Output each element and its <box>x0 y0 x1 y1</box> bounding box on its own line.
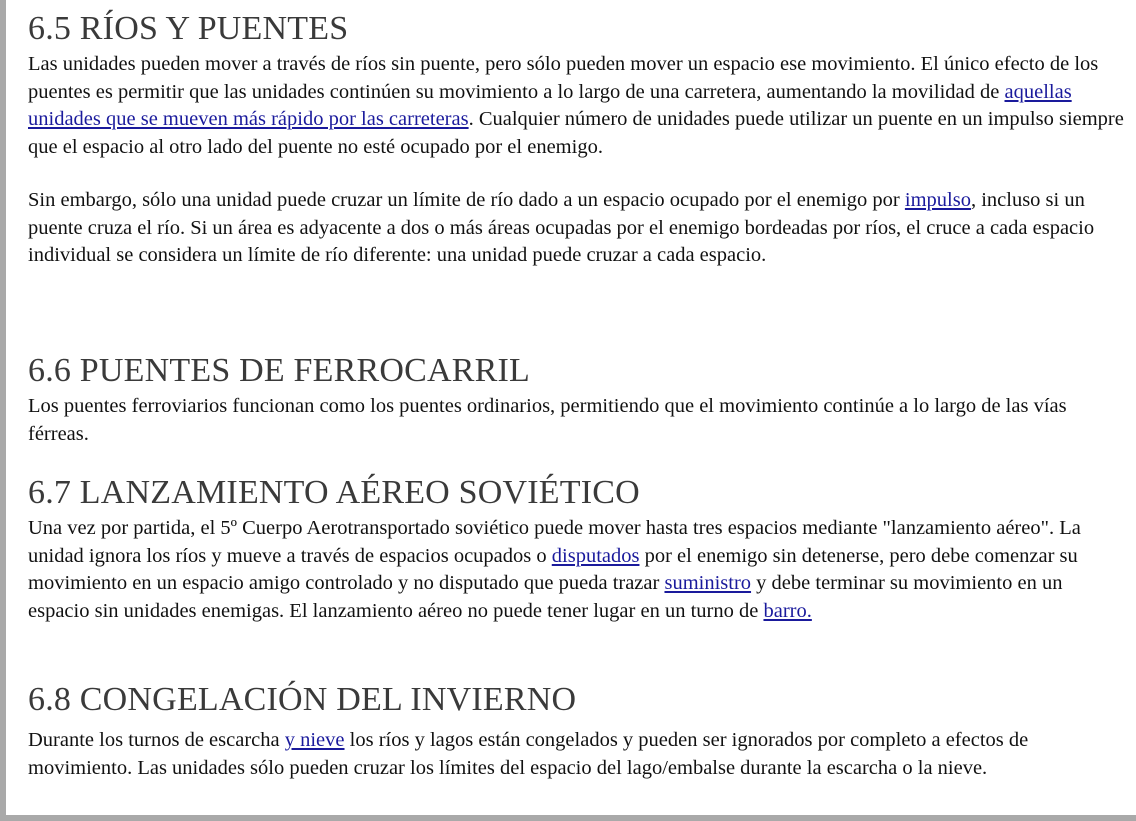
paragraph-text: por el enemigo sin detenerse, pero debe comenzar su movimiento en un espacio amigo controlado y no disputado que pueda trazar <box>28 544 1078 594</box>
paragraph-text: Las unidades pueden mover a través de ríos sin puente, pero sólo pueden mover un espacio ese movimiento. El único efecto de los puentes es permitir que las unidades continúen su movimiento a lo largo de una carretera, aumentando la movilidad de <box>28 53 1099 103</box>
section-rios-y-puentes <box>28 10 1128 270</box>
paragraph: Los puentes ferroviarios funcionan como los puentes ordinarios, permitiendo que el movimiento continúe a lo largo de las vías férreas. <box>28 395 1067 445</box>
paragraph-text: Durante los turnos de escarcha <box>28 729 285 751</box>
section-heading: 6.7 LANZAMIENTO AÉREO SOVIÉTICO <box>28 474 640 511</box>
section-heading: 6.5 RÍOS Y PUENTES <box>28 10 349 47</box>
section-heading: 6.8 CONGELACIÓN DEL INVIERNO <box>28 681 577 718</box>
section-lanzamiento-aereo <box>28 474 1128 625</box>
paragraph <box>28 727 1128 782</box>
document-page <box>6 0 1136 815</box>
link-disputados[interactable]: disputados <box>551 544 640 567</box>
paragraph <box>28 51 1128 161</box>
link-unidades-rapidas[interactable]: aquellas unidades que se mueven más rápido por las carreteras <box>28 80 1072 130</box>
paragraph <box>28 515 1128 625</box>
section-heading: 6.6 PUENTES DE FERROCARRIL <box>28 352 531 389</box>
paragraph-text: y debe terminar su movimiento en un espacio sin unidades enemigas. El lanzamiento aéreo no puede tener lugar en un turno de <box>28 572 1063 622</box>
link-barro[interactable]: barro. <box>763 599 812 622</box>
link-impulso[interactable]: impulso <box>904 189 971 211</box>
paragraph-text: Sin embargo, sólo una unidad puede cruzar un límite de río dado a un espacio ocupado por el enemigo por <box>28 189 905 211</box>
section-puentes-ferrocarril <box>28 352 1128 448</box>
link-suministro[interactable]: suministro <box>664 572 752 594</box>
paragraph-text: . Cualquier número de unidades puede utilizar un puente en un impulso siempre que el espacio al otro lado del puente no esté ocupado por el enemigo. <box>28 108 1124 158</box>
paragraph-text: , incluso si un puente cruza el río. Si un área es adyacente a dos o más áreas ocupadas por el enemigo bordeadas por ríos, el cruce a cada espacio individual se considera un límite de río diferente: una unidad puede cruzar a cada espacio. <box>28 189 1095 266</box>
link-y-nieve[interactable]: y nieve <box>284 729 345 751</box>
paragraph <box>28 187 1128 270</box>
section-congelacion-invierno <box>28 681 1128 782</box>
paragraph-text: Una vez por partida, el 5º Cuerpo Aerotransportado soviético puede mover hasta tres espacios mediante "lanzamiento aéreo". La unidad ignora los ríos y mueve a través de espacios ocupados o <box>28 517 1081 567</box>
paragraph-text: los ríos y lagos están congelados y pueden ser ignorados por completo a efectos de movimiento. Las unidades sólo pueden cruzar los límites del espacio del lago/embalse durante la escarcha o la nieve. <box>28 729 1029 779</box>
